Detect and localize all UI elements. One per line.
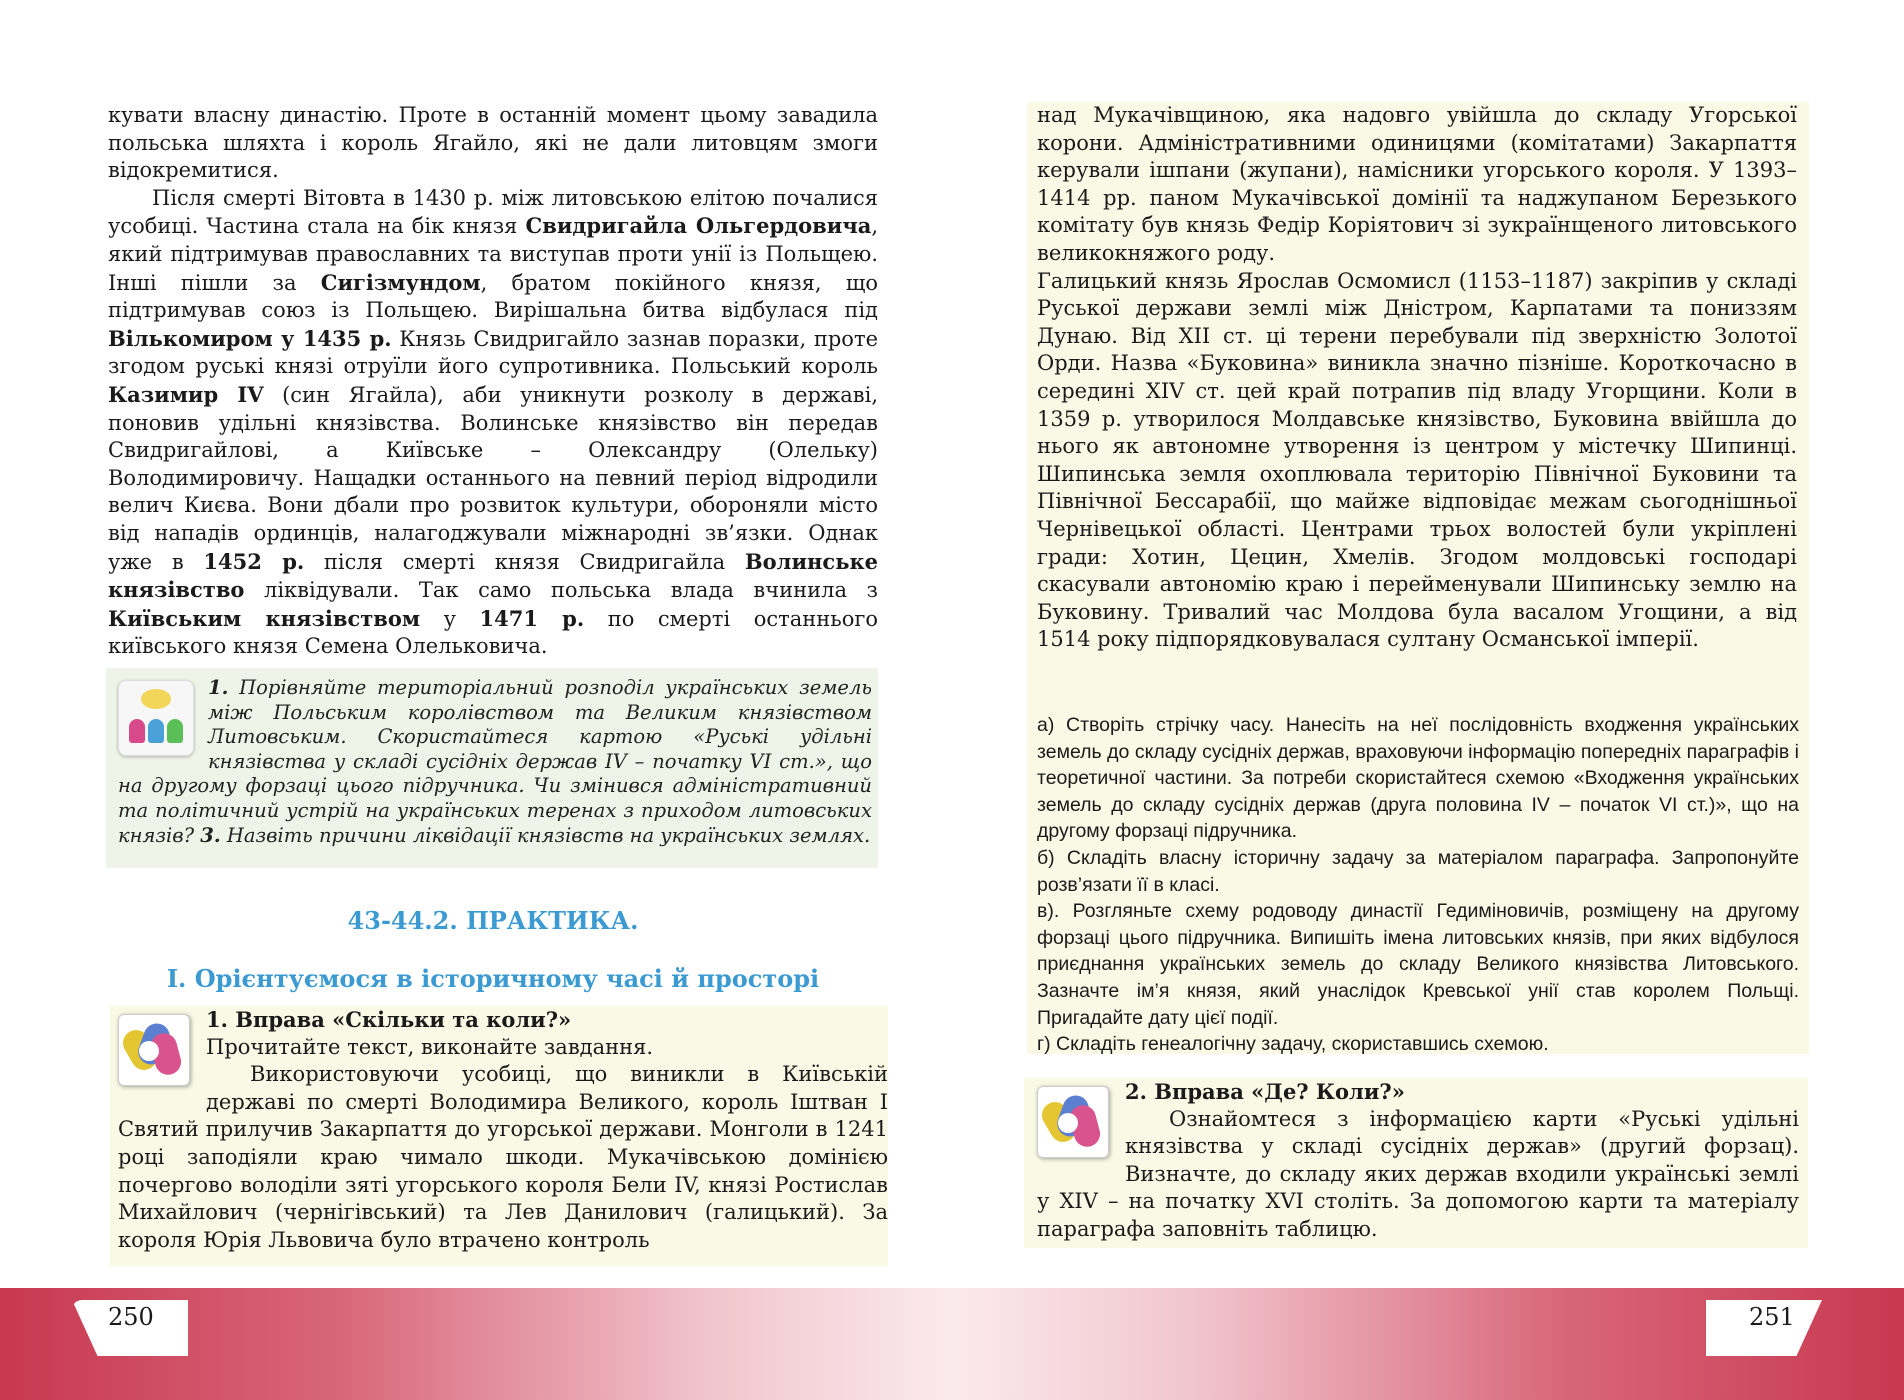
right-paragraph-2: Галицький князь Ярослав Осмомисл (1153–1187) закріпив у складі Руської держави землі між Дністром, Карпатами та пониззям Дунаю. Від XII ст. ці терени перебували під зверхністю Золотої Орди. Назва «Буковина» виникла значно пізніше. Короткочасно в середині XIV ст. цей край потрапив під владу Угорщини. Коли в 1359 р. утворилося Молдавське князівство, Буковина ввійшла до нього як автономне утворення із центром у містечку Шипинці. Шипинська земля охоплювала територію Північної Буковини та Північної Бессарабії, що майже відповідає межам сьогоднішньої Чернівецької області. Центрами трьох волостей були укріплені гради: Хотин, Цецин, Хмелів. Згодом молдовські господарі скасували автономію краю і перейменували Шипинську землю на Буковину. Тривалий час Молдова була васалом Угощини, а від 1514 року підпорядковувалася султану Османської імперії. [1037,268,1797,652]
hands-exercise-icon [118,1014,190,1086]
hands-exercise-icon [1037,1086,1109,1158]
right-main-text [1037,102,1797,654]
review-questions-runs: 1. Порівняйте територіальний розподіл українських земель між Польським королівством та Великим князівством Литовським. Скористайтеся картою «Руські удільні князівства у складі сусідніх держав IV – початку VI ст.», що на другому форзаці цього підручника. Чи змінився адміністративний та політичний устрій на українських теренах з приходом литовських князів? 3. Назвіть причини ліквідації князівств на українських землях. [118,676,872,847]
exercise-1-instruction: Прочитайте текст, виконайте завдання. [206,1034,654,1059]
exercise-1-content [118,1006,888,1254]
task-b: б) Складіть власну історичну задачу за матеріалом параграфа. Запропонуйте розв’язати її в класі. [1037,846,1799,896]
exercise-2-title: 2. Вправа «Де? Коли?» [1125,1079,1405,1104]
section-title: 43-44.2. ПРАКТИКА. [347,906,639,935]
exercise-1-box [110,1006,888,1266]
exercise-1-title: 1. Вправа «Скільки та коли?» [206,1007,572,1032]
exercise-2-content [1037,1078,1799,1244]
task-a: а) Створіть стрічку часу. Нанесіть на неї послідовність входження українських земель до складу сусідніх держав, враховуючи інформацію попередніх параграфів і теоретичної частини. За потреби скористайтеся схемою «Входження українських земель до складу сусідніх держав (друга половина IV – початок VI ст.)», що на другому форзаці підручника. [1037,714,1799,843]
left-paragraph-1: кувати власну династію. Проте в останній момент цьому завадила польська шляхта і король Ягайло, які не дали литовцям змоги відокремитися. [108,103,878,183]
subsection-title: І. Орієнтуємося в історичному часі й просторі [166,964,820,993]
left-main-text [108,102,878,661]
exercise-1-text: Використовуючи усобиці, що виникли в Київській державі по смерті Володимира Великого, король Іштван І Святий прилучив Закарпаття до угорської держави. Монголи в 1241 році заподіяли краю чимало шкоди. Мукачівською домінією почергово володіли зяті угорського короля Бели IV, князі Ростислав Михайлович (чернігівський) та Лев Данилович (галицький). За короля Юрія Львовича було втрачено контроль [118,1062,888,1252]
task-c: в). Розгляньте схему родоводу династії Гедиміновичів, розміщену на другому форзаці цього підручника. Випишіть імена литовських князів, при яких відбулося приєднання українських земель до складу Великого князівства Литовського. Зазначте ім’я князя, який унаслідок Кревської унії став королем Польщі. Пригадайте дату цієї події. [1037,900,1799,1029]
tasks-list [1037,712,1799,1058]
exercise-2-box [1024,1078,1808,1248]
task-d: г) Складіть генеалогічну задачу, скориставшись схемою. [1037,1033,1549,1056]
review-questions-text [118,676,872,848]
discussion-group-icon [118,680,194,756]
review-questions-box [106,668,878,868]
page-number-left: 250 [108,1303,154,1331]
left-paragraph-2: Після смерті Вітовта в 1430 р. між литовською елітою почалися усобиці. Частина стала на бік князя Свидригайла Ольгердовича, який підтримував православних та виступав проти унії із Польщею. Інші пішли за Сигізмундом, братом покійного князя, що підтримував союз із Польщею. Вирішальна битва відбулася під Вількомиром у 1435 р. Князь Свидригайло зазнав поразки, проте згодом руські князі отруїли його супротивника. Польський король Казимир IV (син Ягайла), аби уникнути розколу в державі, поновив удільні князівства. Волинське князівство він передав Свидригайлові, а Київське – Олександру (Олельку) Володимировичу. Нащадки останнього на певний період відродили велич Києва. Вони дбали про розвиток культури, обороняли місто від нападів ординців, налагоджували міжнародні зв’язки. Однак уже в 1452 р. після смерті князя Свидригайла Волинське князівство ліквідували. Так само польська влада вчинила з Київським князівством у 1471 р. по смерті останнього київського князя Семена Олельковича. [108,185,878,659]
right-paragraph-1: над Мукачівщиною, яка надовго увійшла до складу Угорської корони. Адміністративними одиницями (комітатами) Закарпаття керували ішпани (жупани), намісники угорського короля. У 1393–1414 рр. паном Мукачівської домінії та наджупаном Березького комітату був князь Федір Коріятович зі зукраїнщеного литовського великокняжого роду. [1037,103,1797,265]
page-number-right: 251 [1749,1303,1795,1331]
exercise-2-text: Ознайомтеся з інформацією карти «Руські удільні князівства у складі сусідніх держав» (другий форзац). Визначте, до складу яких держав входили українські землі у XIV – на початку XVI століть. За допомогою карти та матеріалу параграфа заповніть таблицю. [1037,1106,1799,1241]
